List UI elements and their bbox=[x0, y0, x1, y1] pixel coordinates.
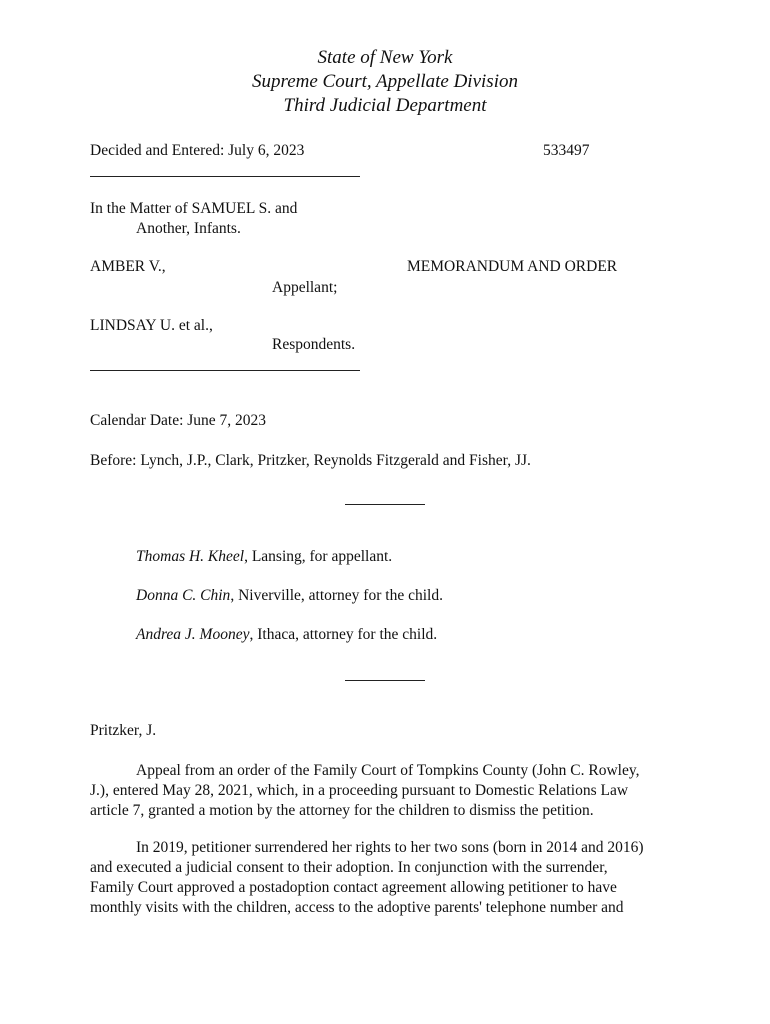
opinion-author: Pritzker, J. bbox=[90, 722, 157, 739]
counsel-detail: , Ithaca, attorney for the child. bbox=[249, 626, 438, 643]
counsel-name: Thomas H. Kheel bbox=[136, 548, 245, 565]
counsel-detail: , Lansing, for appellant. bbox=[244, 548, 393, 565]
opinion-paragraph-1 bbox=[90, 761, 675, 821]
matter-line-1: In the Matter of SAMUEL S. and bbox=[90, 200, 298, 217]
counsel-child-2 bbox=[136, 625, 437, 645]
text-line: and executed a judicial consent to their adoption. In conjunction with the surrender, bbox=[90, 859, 608, 876]
caption-rule-top bbox=[90, 176, 360, 177]
docket-number: 533497 bbox=[543, 142, 590, 159]
calendar-date: Calendar Date: June 7, 2023 bbox=[90, 412, 267, 429]
opinion-paragraph-2 bbox=[90, 838, 675, 918]
party-appellant: AMBER V., bbox=[90, 258, 166, 275]
court-state: State of New York bbox=[317, 47, 453, 68]
party-respondents-role: Respondents. bbox=[272, 336, 356, 353]
counsel-child-1 bbox=[136, 586, 443, 606]
court-name: Supreme Court, Appellate Division bbox=[252, 71, 518, 92]
decided-date: Decided and Entered: July 6, 2023 bbox=[90, 142, 305, 159]
counsel-name: Donna C. Chin bbox=[136, 587, 231, 604]
section-divider-2 bbox=[345, 680, 425, 681]
matter-line-2: Another, Infants. bbox=[136, 220, 241, 237]
document-type: MEMORANDUM AND ORDER bbox=[407, 258, 618, 275]
counsel-appellant bbox=[136, 547, 392, 567]
text-line: monthly visits with the children, access to the adoptive parents' telephone number and bbox=[90, 899, 624, 916]
caption-rule-bottom bbox=[90, 370, 360, 371]
counsel-detail: , Niverville, attorney for the child. bbox=[230, 587, 443, 604]
text-line: Appeal from an order of the Family Court of Tompkins County (John C. Rowley, bbox=[136, 762, 640, 779]
text-line: article 7, granted a motion by the attorney for the children to dismiss the petition. bbox=[90, 802, 594, 819]
party-appellant-role: Appellant; bbox=[272, 279, 338, 296]
panel-before: Before: Lynch, J.P., Clark, Pritzker, Reynolds Fitzgerald and Fisher, JJ. bbox=[90, 452, 531, 469]
section-divider-1 bbox=[345, 504, 425, 505]
text-line: In 2019, petitioner surrendered her rights to her two sons (born in 2014 and 2016) bbox=[136, 839, 644, 856]
party-respondents: LINDSAY U. et al., bbox=[90, 317, 213, 334]
text-line: J.), entered May 28, 2021, which, in a proceeding pursuant to Domestic Relations Law bbox=[90, 782, 629, 799]
court-department: Third Judicial Department bbox=[283, 95, 487, 116]
text-line: Family Court approved a postadoption contact agreement allowing petitioner to have bbox=[90, 879, 617, 896]
counsel-name: Andrea J. Mooney bbox=[136, 626, 250, 643]
